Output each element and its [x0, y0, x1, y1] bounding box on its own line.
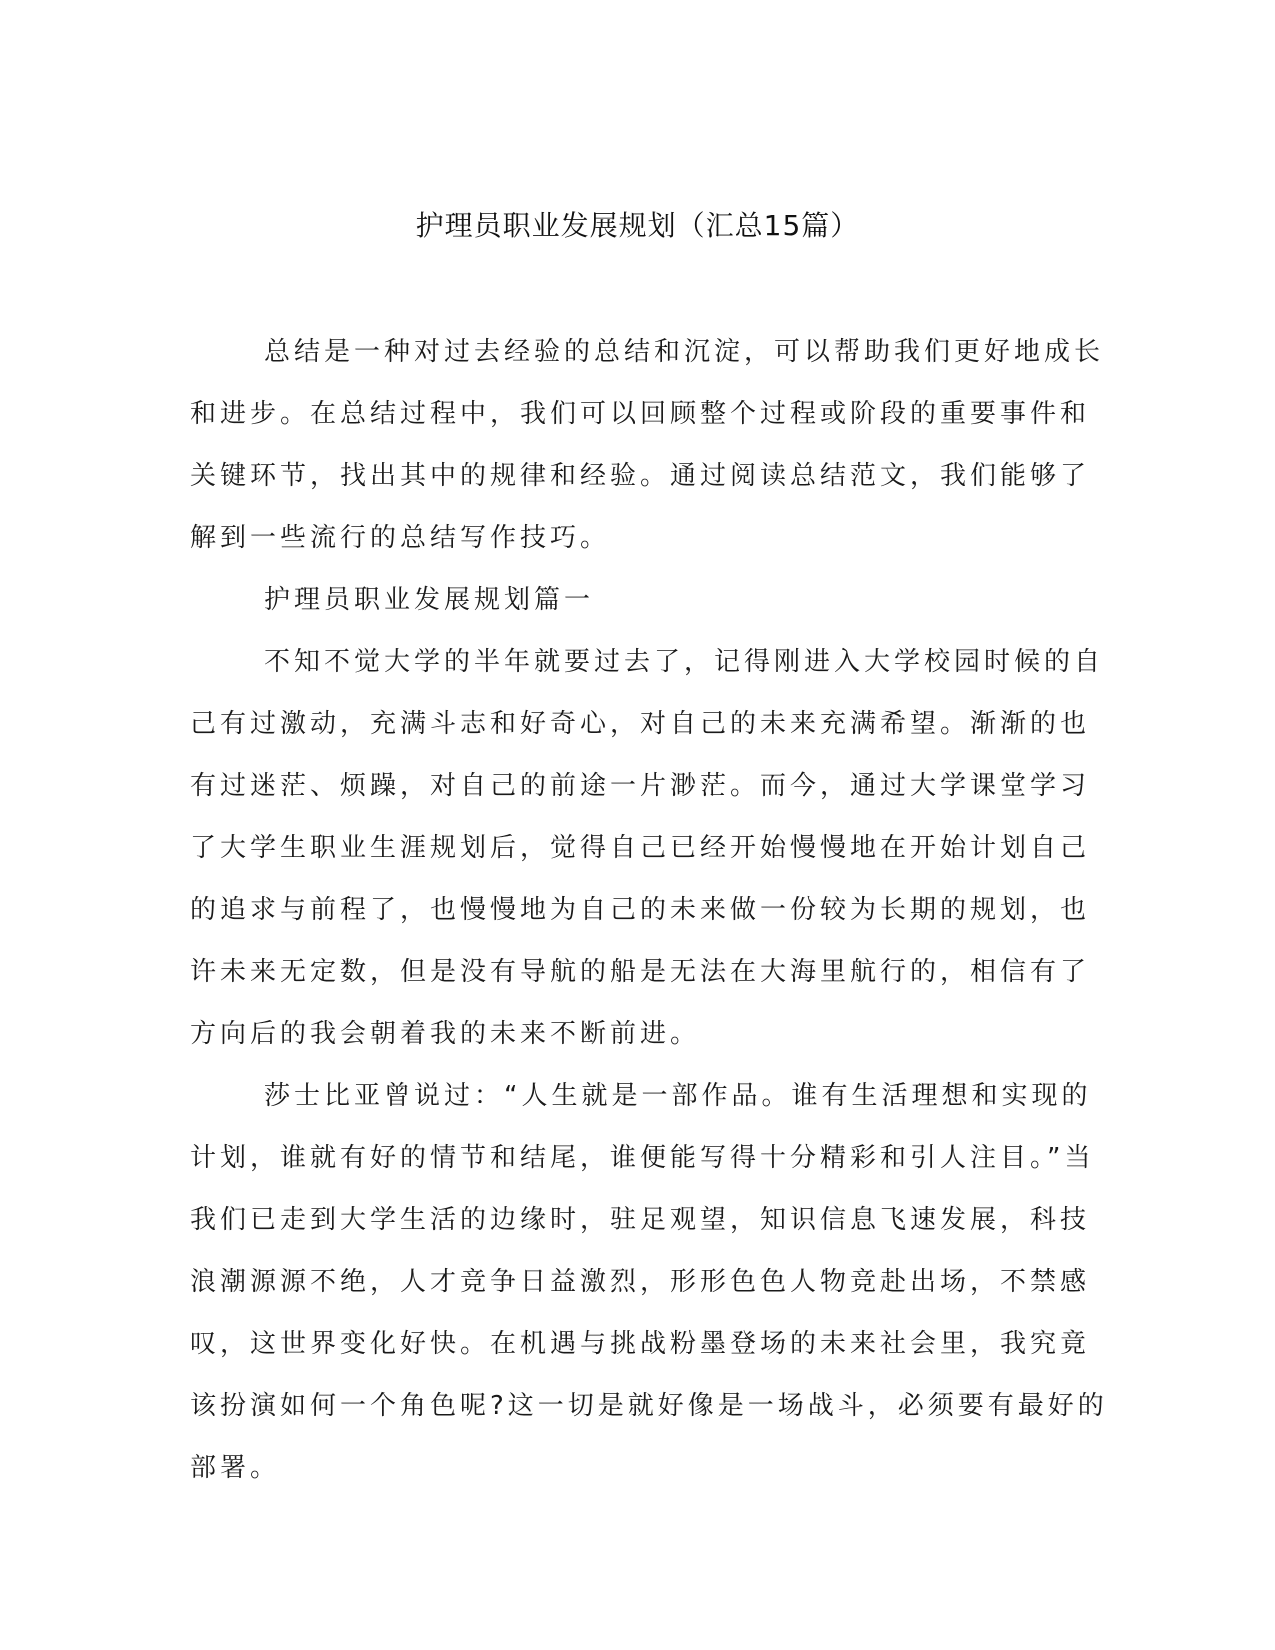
- paragraph-line: 该扮演如何一个角色呢?这一切是就好像是一场战斗，必须要有最好的: [190, 1391, 1108, 1421]
- paragraph-line: 解到一些流行的总结写作技巧。: [190, 523, 611, 553]
- paragraph-line: 己有过激动，充满斗志和好奇心，对自己的未来充满希望。渐渐的也: [190, 709, 1091, 739]
- paragraph-line: 不知不觉大学的半年就要过去了，记得刚进入大学校园时候的自: [264, 647, 1105, 677]
- paragraph-line: 的追求与前程了，也慢慢地为自己的未来做一份较为长期的规划，也: [190, 895, 1091, 925]
- document-body: [190, 332, 1108, 1510]
- paragraph-line: 叹，这世界变化好快。在机遇与挑战粉墨登场的未来社会里，我究竟: [190, 1329, 1091, 1359]
- paragraph-line: 浪潮源源不绝，人才竞争日益激烈，形形色色人物竞赴出场，不禁感: [190, 1267, 1091, 1297]
- paragraph-line: 了大学生职业生涯规划后，觉得自己已经开始慢慢地在开始计划自己: [190, 833, 1091, 863]
- paragraph-line: 部署。: [190, 1453, 281, 1483]
- paragraph-line: 有过迷茫、烦躁，对自己的前途一片渺茫。而今，通过大学课堂学习: [190, 771, 1091, 801]
- paragraph-line: 计划，谁就有好的情节和结尾，谁便能写得十分精彩和引人注目。”当: [190, 1143, 1095, 1173]
- paragraph-line: 和进步。在总结过程中，我们可以回顾整个过程或阶段的重要事件和: [190, 399, 1091, 429]
- paragraph-line: 方向后的我会朝着我的未来不断前进。: [190, 1019, 701, 1049]
- paragraph-line: 许未来无定数，但是没有导航的船是无法在大海里航行的，相信有了: [190, 957, 1091, 987]
- section-heading: 护理员职业发展规划篇一: [264, 585, 595, 615]
- document-title: 护理员职业发展规划（汇总15篇）: [415, 209, 860, 242]
- paragraph-line: 总结是一种对过去经验的总结和沉淀，可以帮助我们更好地成长: [264, 337, 1105, 367]
- paragraph-line: 莎士比亚曾说过：“人生就是一部作品。谁有生活理想和实现的: [264, 1081, 1092, 1111]
- paragraph-line: 关键环节，找出其中的规律和经验。通过阅读总结范文，我们能够了: [190, 461, 1091, 491]
- paragraph-line: 我们已走到大学生活的边缘时，驻足观望，知识信息飞速发展，科技: [190, 1205, 1091, 1235]
